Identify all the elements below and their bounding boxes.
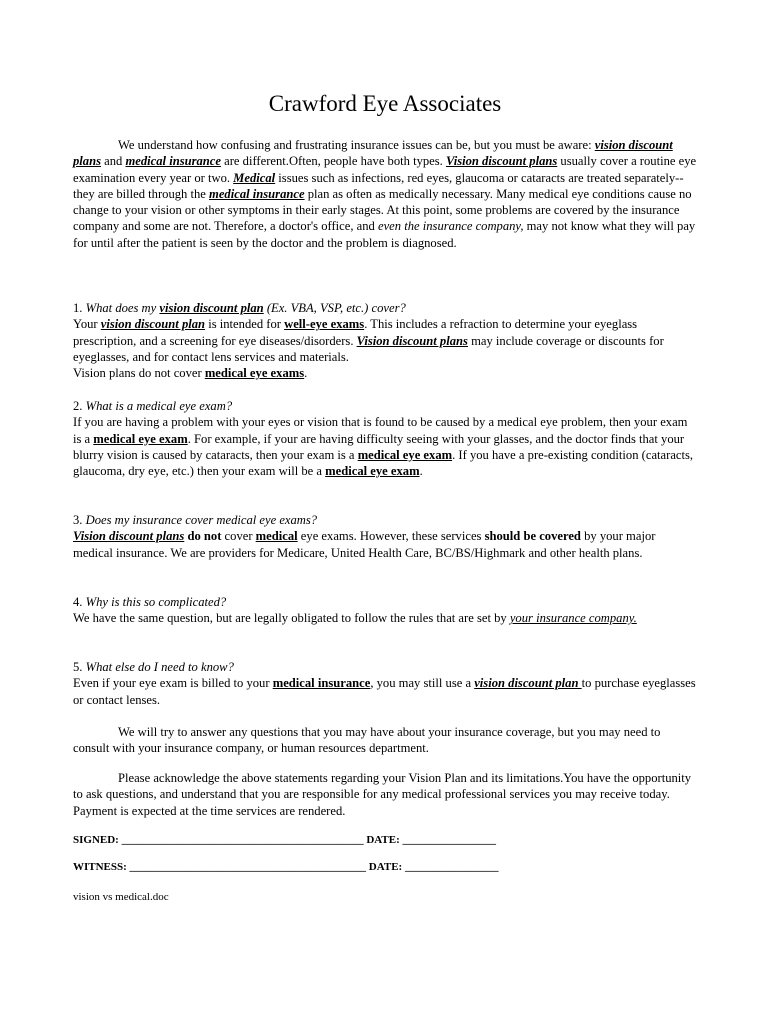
text: by your major medical insurance. We are providers for Medicare, United Health Care, BC/BS/Highmark and other health plans. bbox=[73, 529, 656, 560]
question-2 bbox=[73, 398, 698, 479]
term-medical-eye-exam: medical eye exam bbox=[357, 447, 453, 462]
term-vision-discount-plan: vision discount plan bbox=[474, 676, 582, 691]
question-text: Does my insurance cover medical eye exams? bbox=[85, 513, 318, 527]
emphasis-insurance-company: your insurance company. bbox=[509, 611, 637, 626]
text: cover bbox=[221, 529, 256, 544]
text: , you may still use a bbox=[370, 676, 475, 691]
text: . This includes a refraction to determine your eyeglass prescription, and a screening for eye diseases/disorders. bbox=[73, 317, 638, 348]
acknowledge-paragraph bbox=[73, 770, 698, 819]
term-vision-discount-plans: Vision discount plans bbox=[73, 529, 185, 544]
question-3 bbox=[73, 512, 698, 561]
text: Vision plans do not cover bbox=[73, 366, 205, 381]
answer-paragraph bbox=[73, 724, 698, 757]
signed-line[interactable]: SIGNED: ____________________________________________ DATE: _________________ bbox=[73, 834, 497, 846]
witness-line[interactable]: WITNESS: ___________________________________________ DATE: _________________ bbox=[73, 861, 499, 873]
emphasis-do-not: do not bbox=[187, 529, 222, 544]
term-vision-discount-plans: Vision discount plans bbox=[356, 333, 468, 348]
intro-paragraph bbox=[73, 137, 698, 251]
question-text: What else do I need to know? bbox=[85, 660, 234, 674]
question-number: 4. bbox=[73, 595, 86, 609]
term-medical-eye-exam: medical eye exam bbox=[325, 464, 420, 479]
term-medical-insurance: medical insurance bbox=[272, 676, 371, 691]
text: We will try to answer any questions that you may have about your insurance coverage, but you may need to consult with your insurance company, or human resources department. bbox=[73, 725, 661, 756]
text: Please acknowledge the above statements regarding your Vision Plan and its limitations.You have the opportunity to ask questions, and understand that you are responsible for any medical professional services you may receive today. Payment is expected at the time services are rendered. bbox=[73, 771, 692, 818]
text: and bbox=[101, 154, 126, 169]
text: plan as often as medically necessary. Many medical eye conditions cause no change to your vision or other symptoms in their early stages. At this point, some problems are covered by the insurance company and some are not. Therefore, a doctor's office, and bbox=[73, 186, 692, 234]
question-number: 1. bbox=[73, 301, 86, 315]
text: We have the same question, but are legally obligated to follow the rules that are set by bbox=[73, 611, 510, 626]
text: to purchase eyeglasses or contact lenses. bbox=[73, 676, 696, 707]
term-medical-insurance: medical insurance bbox=[209, 186, 305, 201]
term-medical-eye-exams: medical eye exams bbox=[204, 366, 305, 381]
text: eye exams. However, these services bbox=[297, 529, 485, 544]
text: are different.Often, people have both types. bbox=[221, 154, 446, 169]
text: usually cover a routine eye examination every year or two. bbox=[73, 154, 697, 185]
text: . bbox=[419, 464, 423, 479]
text: Your bbox=[73, 317, 101, 332]
text: issues such as infections, red eyes, glaucoma or cataracts are treated separately--they are billed through the bbox=[73, 170, 684, 201]
term-medical: medical bbox=[255, 529, 298, 544]
term-medical: Medical bbox=[233, 170, 276, 185]
question-text: What is a medical eye exam? bbox=[85, 399, 233, 413]
text: . bbox=[304, 366, 308, 381]
text: may include coverage or discounts for eyeglasses, and for contact lens services and materials. bbox=[73, 333, 664, 364]
emphasis-should-be-covered: should be covered bbox=[484, 529, 581, 544]
term-medical-insurance: medical insurance bbox=[125, 154, 221, 169]
question-text: What does my bbox=[85, 301, 160, 315]
text: If you are having a problem with your eyes or vision that is found to be caused by a medical eye problem, then your exam is a bbox=[73, 415, 688, 446]
emphasis: even the insurance company, bbox=[378, 219, 524, 234]
term-vision-discount-plans: Vision discount plans bbox=[445, 154, 558, 169]
term-vision-discount-plans: vision discount plans bbox=[73, 138, 673, 169]
question-4 bbox=[73, 594, 698, 627]
term-well-eye-exams: well-eye exams bbox=[284, 317, 365, 332]
term-vision-discount-plan: vision discount plan bbox=[159, 301, 264, 315]
question-number: 5. bbox=[73, 660, 86, 674]
text: . For example, if your are having difficulty seeing with your glasses, and the doctor finds that your blurry vision is caused by cataracts, then your exam is a bbox=[73, 431, 685, 462]
question-text: (Ex. VBA, VSP, etc.) cover? bbox=[263, 301, 406, 315]
term-medical-eye-exam: medical eye exam bbox=[93, 431, 188, 446]
text: is intended for bbox=[205, 317, 285, 332]
text: may not know what they will pay for until after the patient is seen by the doctor and the problem is diagnosed. bbox=[73, 219, 696, 250]
text: . If you have a pre-existing condition (cataracts, glaucoma, dry eye, etc.) then your exam will be a bbox=[73, 447, 694, 479]
term-vision-discount-plan: vision discount plan bbox=[100, 317, 206, 332]
question-text: Why is this so complicated? bbox=[85, 595, 227, 609]
question-1 bbox=[73, 300, 698, 381]
page-title: Crawford Eye Associates bbox=[268, 91, 502, 116]
text: We understand how confusing and frustrating insurance issues can be, but you must be aware: bbox=[118, 138, 595, 152]
text: Even if your eye exam is billed to your bbox=[73, 676, 273, 691]
footer-filename: vision vs medical.doc bbox=[73, 891, 169, 903]
question-number: 3. bbox=[73, 513, 86, 527]
question-5 bbox=[73, 659, 698, 708]
question-number: 2. bbox=[73, 399, 86, 413]
